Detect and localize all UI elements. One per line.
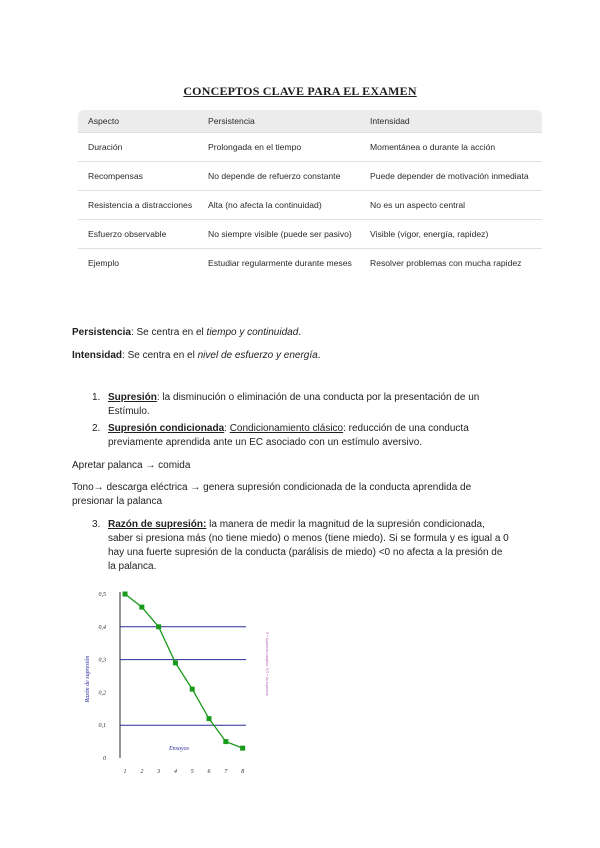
table-cell: No siempre visible (puede ser pasivo) [208, 229, 352, 239]
table-cell: Resistencia a distracciones [88, 200, 193, 210]
x-tick-label: 7 [224, 769, 228, 775]
y-tick-label: 0,2 [98, 690, 106, 697]
y-tick-label: 0,4 [98, 624, 106, 631]
data-point [190, 687, 195, 692]
line-apretar: Apretar palanca → comida [72, 460, 191, 471]
term-persistencia: Persistencia [72, 327, 131, 338]
y-tick-label: 0 [103, 756, 106, 762]
list-item-supresion: 1. Supresión: la disminución o eliminación de una conducta por la presentación de un Estímulo. [92, 392, 480, 417]
table-cell: Esfuerzo observable [88, 229, 167, 239]
table-cell: Prolongada en el tiempo [208, 142, 302, 152]
x-tick-labels [124, 768, 245, 775]
term-supresion-condicionada: Supresión condicionada [108, 423, 225, 434]
x-axis-label: Ensayos [169, 746, 189, 752]
table-row [78, 248, 542, 277]
x-tick-label: 3 [157, 769, 161, 775]
table-cell: Momentánea o durante la acción [370, 142, 496, 152]
series-points [123, 592, 246, 751]
table-cell: Estudiar regularmente durante meses [208, 258, 352, 268]
table-cell: Visible (vigor, energía, rapidez) [370, 229, 489, 239]
x-tick-label: 2 [140, 769, 144, 775]
right-axis-label: 0 = supresión completa / 0,5 = sin supresión [265, 632, 269, 696]
header-persistencia: Persistencia [208, 116, 255, 126]
x-tick-label: 6 [207, 769, 211, 775]
header-intensidad: Intensidad [370, 116, 410, 126]
term-supresion: Supresión [108, 392, 157, 403]
table-header [78, 110, 542, 132]
x-tick-label: 8 [241, 769, 245, 775]
term-razon-supresion: Razón de supresión: [108, 519, 207, 530]
x-tick-label: 1 [123, 769, 127, 775]
x-tick-label: 5 [190, 769, 194, 775]
line-tono: Tono→ descarga eléctrica → genera supresión condicionada de la conducta aprendida de presionar la palanca [72, 482, 472, 507]
data-point [240, 746, 245, 751]
data-point [139, 605, 144, 610]
condicionamiento-clasico-link[interactable]: Condicionamiento clásico [229, 423, 344, 434]
table-cell: No depende de refuerzo constante [208, 171, 341, 181]
table-row [78, 132, 542, 161]
y-tick-label: 0,5 [98, 592, 106, 598]
chart-gridlines [120, 627, 246, 725]
table-cell: Ejemplo [88, 258, 120, 268]
list-item-supresion-condicionada: 2. Supresión condicionada: Condicionamiento clásico: reducción de una conducta previamente aprendida ante un EC asociado con un estímulo aversivo. [92, 423, 469, 448]
table-cell: No es un aspecto central [370, 200, 466, 210]
data-point [156, 624, 161, 629]
table-row [78, 219, 542, 248]
x-tick-label: 4 [173, 769, 177, 775]
table-row [78, 161, 542, 190]
y-tick-labels [99, 592, 107, 762]
data-point [223, 739, 228, 744]
table-row [78, 190, 542, 219]
definition-intensidad: Intensidad: Se centra en el nivel de esfuerzo y energía. [72, 350, 321, 361]
y-tick-label: 0,1 [98, 723, 106, 730]
suppression-ratio-chart [76, 584, 296, 784]
table-cell: Duración [88, 142, 123, 152]
header-aspecto: Aspecto [88, 116, 120, 126]
y-axis-label: Razón de supresión [85, 655, 91, 703]
y-tick-label: 0,3 [98, 657, 106, 664]
data-point [173, 660, 178, 665]
table-cell: Alta (no afecta la continuidad) [208, 200, 322, 210]
page-title: CONCEPTOS CLAVE PARA EL EXAMEN [183, 84, 417, 98]
list-item-razon-supresion: 3. Razón de supresión: la manera de medir la magnitud de la supresión condicionada, saber si presiona más (no tiene miedo) o menos (tiene miedo). Si se formula y es igual a 0 hay una fuerte supresión de la conducta (parálisis de miedo) <0 no afecta a la presión de la palanca. [92, 519, 509, 572]
table-cell: Puede depender de motivación inmediata [370, 171, 529, 181]
term-intensidad: Intensidad [72, 350, 123, 361]
concepts-table [78, 110, 542, 297]
data-point [123, 592, 128, 597]
data-point [207, 716, 212, 721]
table-cell: Recompensas [88, 171, 143, 181]
definition-persistencia: Persistencia: Se centra en el tiempo y continuidad. [72, 327, 302, 338]
table-cell: Resolver problemas con mucha rapidez [370, 258, 522, 268]
